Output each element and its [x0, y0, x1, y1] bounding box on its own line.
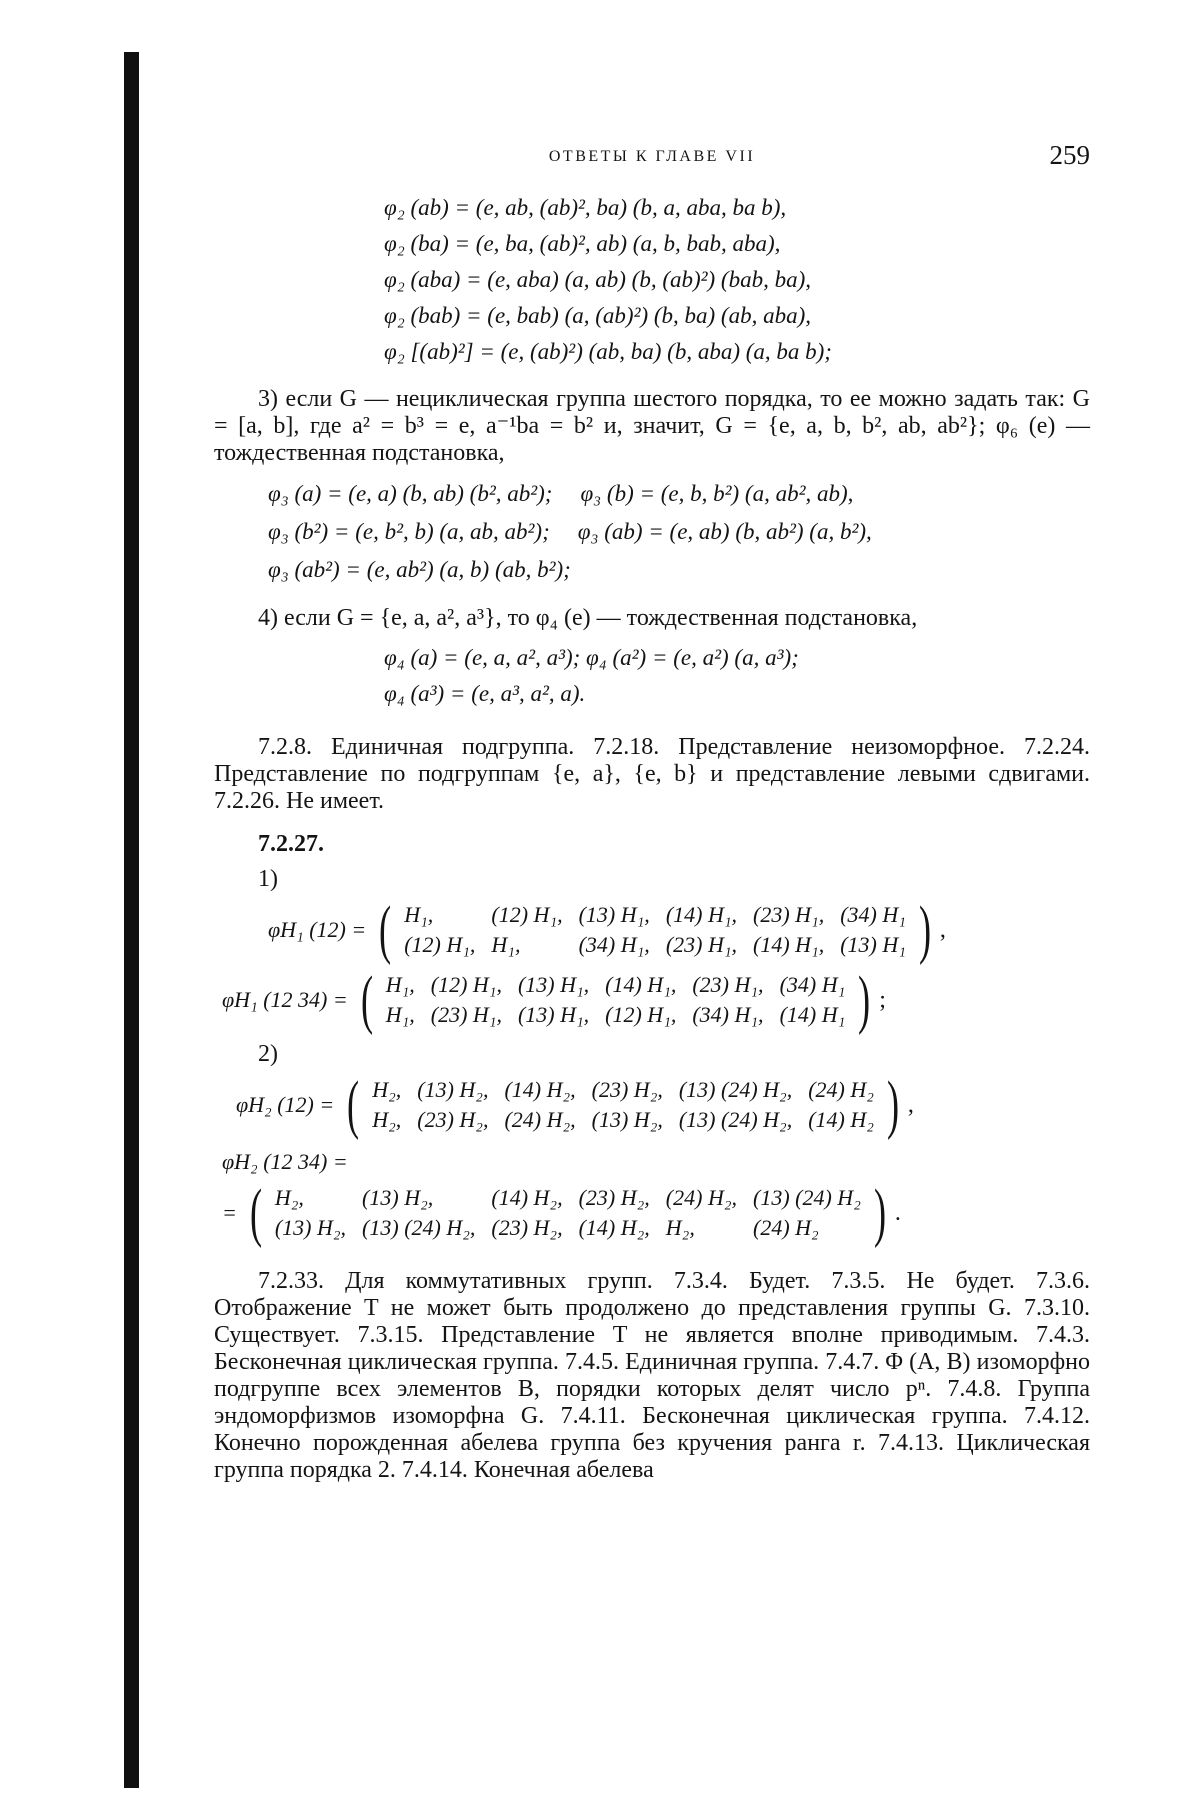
matrix-cell: (14) H₂,	[504, 1077, 576, 1102]
matrix-row-bottom	[364, 1105, 882, 1135]
matrix-cell: (12) H₁,	[404, 932, 476, 957]
matrix-cell: (13) H₂,	[274, 1215, 347, 1240]
matrix-cell: (13) (24) H₂,	[678, 1107, 793, 1132]
formula-line: φ₂ (ba) = (e, ba, (ab)², ab) (a, b, bab, aba),	[384, 231, 781, 256]
matrix-cell: (34) H₁	[840, 902, 906, 927]
permutation-matrix-3	[214, 1068, 1090, 1141]
matrix-cell: (12) H₁,	[605, 1002, 677, 1027]
left-paren: (	[249, 1176, 262, 1249]
matrix-cell: (23) H₁,	[430, 1002, 502, 1027]
matrix-cell: (24) H₂,	[504, 1107, 576, 1132]
matrix-cell: H₁,	[385, 1002, 415, 1027]
right-paren: )	[886, 1068, 899, 1141]
matrix-cell: (13) H₁,	[517, 1002, 590, 1027]
left-paren: (	[347, 1068, 360, 1141]
matrix-cell: (34) H₁,	[692, 1002, 764, 1027]
formula-item: φ₃ (b²) = (e, b², b) (a, ab, ab²);	[268, 519, 550, 544]
matrix-body	[378, 970, 854, 1030]
left-paren: (	[379, 893, 392, 966]
matrix-cell: (13) H₂,	[417, 1077, 489, 1102]
matrix-body	[396, 900, 914, 960]
permutation-matrix-2	[214, 963, 1090, 1036]
formula-line: φ₂ (bab) = (e, bab) (a, (ab)²) (b, ba) (ab, aba),	[384, 303, 812, 328]
matrix-bracket	[356, 963, 886, 1036]
matrix-cell: (13) (24) H₂,	[362, 1215, 476, 1240]
matrix-body	[364, 1075, 882, 1135]
matrix-cell: (24) H₂,	[665, 1185, 737, 1210]
page-header	[214, 138, 1090, 178]
matrix-cell: H₁,	[404, 902, 434, 927]
matrix-cell: H₂,	[274, 1185, 304, 1210]
matrix-cell: (14) H₂	[808, 1107, 874, 1132]
matrix-row-top	[378, 970, 854, 1000]
matrix-bracket	[374, 893, 946, 966]
permutation-matrix-1	[214, 893, 1090, 966]
matrix-cell: (34) H₁	[779, 972, 846, 997]
matrix-4-lhs-line: φH₂ (12 34) =	[222, 1149, 348, 1174]
matrix-row-bottom	[396, 930, 914, 960]
formula-line: φ₄ (a³) = (e, a³, a², a).	[384, 681, 586, 706]
matrix-cell: (24) H₂	[808, 1077, 874, 1102]
answers-paragraph-2: 7.2.33. Для коммутативных групп. 7.3.4. Будет. 7.3.5. Не будет. 7.3.6. Отображение T не может быть продолжено до представления группы G. 7.3.10. Существует. 7.3.15. Представление T не является вполне приводимым. 7.4.3. Бесконечная циклическая группа. 7.4.5. Единичная группа. 7.4.7. Φ (A, B) изоморфно подгруппе всех элементов B, порядки которых делят число pⁿ. 7.4.8. Группа эндоморфизмов изоморфна G. 7.4.11. Бесконечная циклическая группа. 7.4.12. Конечно порожденная абелева группа без кручения ранга r. 7.4.13. Циклическая группа порядка 2. 7.4.14. Конечная абелева	[214, 1268, 1090, 1483]
matrix-cell: (14) H₁,	[665, 902, 738, 927]
formula-line: φ₂ (aba) = (e, aba) (a, ab) (b, (ab)²) (bab, ba),	[384, 267, 812, 292]
matrix-cell: (13) H₁	[840, 932, 906, 957]
matrix-trailing-punct: .	[894, 1199, 901, 1226]
formula-item: φ₃ (b) = (e, b, b²) (a, ab², ab),	[580, 481, 854, 506]
matrix-cell: (23) H₁,	[665, 932, 738, 957]
matrix-cell: (13) (24) H₂,	[678, 1077, 793, 1102]
formula-item: φ₃ (a) = (e, a) (b, ab) (b², ab²);	[268, 481, 553, 506]
matrix-row-top	[364, 1075, 882, 1105]
matrix-cell: H₂,	[372, 1107, 402, 1132]
formula-line: φ₄ (a) = (e, a, a², a³); φ₄ (a²) = (e, a²) (a, a³);	[384, 645, 799, 670]
formula-row	[214, 475, 1090, 513]
matrix-trailing-punct: ,	[939, 916, 946, 943]
left-paren: (	[360, 963, 373, 1036]
formula-item: φ₃ (ab²) = (e, ab²) (a, b) (ab, b²);	[268, 557, 571, 582]
paragraph-case-3: 3) если G — нециклическая группа шестого порядка, то ее можно задать так: G = [a, b], где a² = b³ = e, a⁻¹ba = b² и, значит, G = {e, a, b, b², ab, ab²}; φ₆ (e) — тождественная подстановка,	[214, 386, 1090, 466]
book-spine-shadow	[124, 52, 139, 1788]
matrix-cell: (23) H₁,	[692, 972, 764, 997]
matrix-lhs: φH₂ (12) =	[236, 1092, 335, 1117]
matrix-cell: H₂,	[372, 1077, 402, 1102]
matrix-cell: (12) H₁,	[430, 972, 502, 997]
matrix-lhs: φH₁ (12) =	[268, 917, 367, 942]
matrix-bracket	[342, 1068, 914, 1141]
matrix-cell: (14) H₁	[779, 1002, 846, 1027]
matrix-bracket	[245, 1176, 901, 1249]
matrix-cell: (23) H₂,	[578, 1185, 650, 1210]
answers-paragraph-1: 7.2.8. Единичная подгруппа. 7.2.18. Представление неизоморфное. 7.2.24. Представление по подгруппам {e, a}, {e, b} и представление левыми сдвигами. 7.2.26. Не имеет.	[214, 734, 1090, 814]
matrix-cell: (14) H₁,	[753, 932, 825, 957]
page-content	[214, 138, 1090, 1484]
matrix-row-top	[267, 1183, 869, 1213]
matrix-cell: (23) H₂,	[491, 1215, 563, 1240]
matrix-trailing-punct: ,	[907, 1091, 914, 1118]
formula-item: φ₃ (ab) = (e, ab) (b, ab²) (a, b²),	[577, 519, 872, 544]
matrix-cell: H₂,	[665, 1215, 695, 1240]
case-label-2: 2)	[258, 1041, 278, 1067]
right-paren: )	[873, 1176, 886, 1249]
matrix-cell: (14) H₁,	[605, 972, 677, 997]
answer-label-7-2-27: 7.2.27.	[258, 831, 324, 857]
matrix-trailing-punct: ;	[879, 986, 886, 1013]
matrix-body	[267, 1183, 869, 1243]
formula-block-phi2	[214, 190, 1090, 370]
matrix-row-bottom	[267, 1213, 869, 1243]
matrix-lhs: =	[222, 1200, 237, 1225]
matrix-cell: (23) H₂,	[591, 1077, 663, 1102]
matrix-cell: (13) H₁,	[578, 902, 650, 927]
formula-line: φ₂ (ab) = (e, ab, (ab)², ba) (b, a, aba, ba b),	[384, 195, 787, 220]
matrix-cell: (14) H₂,	[578, 1215, 650, 1240]
matrix-cell: (13) H₂,	[362, 1185, 434, 1210]
matrix-cell: (12) H₁,	[491, 902, 563, 927]
right-paren: )	[858, 963, 871, 1036]
matrix-lhs: φH₁ (12 34) =	[222, 987, 348, 1012]
matrix-cell: (14) H₂,	[491, 1185, 563, 1210]
paragraph-case-4: 4) если G = {e, a, a², a³}, то φ₄ (e) — тождественная подстановка,	[258, 605, 918, 631]
permutation-matrix-4	[214, 1176, 1090, 1249]
matrix-cell: (24) H₂	[753, 1215, 819, 1240]
formula-block-phi4	[214, 640, 1090, 712]
formula-row	[214, 551, 1090, 589]
matrix-row-top	[396, 900, 914, 930]
case-label-1: 1)	[258, 866, 278, 892]
formula-line: φ₂ [(ab)²] = (e, (ab)²) (ab, ba) (b, aba) (a, ba b);	[384, 339, 832, 364]
page-number: 259	[1049, 140, 1090, 170]
matrix-row-bottom	[378, 1000, 854, 1030]
right-paren: )	[918, 893, 931, 966]
matrix-cell: (34) H₁,	[578, 932, 650, 957]
formula-block-phi3	[214, 475, 1090, 589]
running-title: ОТВЕТЫ К ГЛАВЕ VII	[548, 148, 756, 165]
matrix-cell: (23) H₁,	[753, 902, 825, 927]
matrix-cell: (13) H₁,	[517, 972, 590, 997]
matrix-cell: (13) H₂,	[591, 1107, 663, 1132]
matrix-cell: H₁,	[491, 932, 521, 957]
matrix-cell: (13) (24) H₂	[753, 1185, 861, 1210]
matrix-cell: (23) H₂,	[417, 1107, 489, 1132]
matrix-cell: H₁,	[385, 972, 415, 997]
formula-row	[214, 513, 1090, 551]
